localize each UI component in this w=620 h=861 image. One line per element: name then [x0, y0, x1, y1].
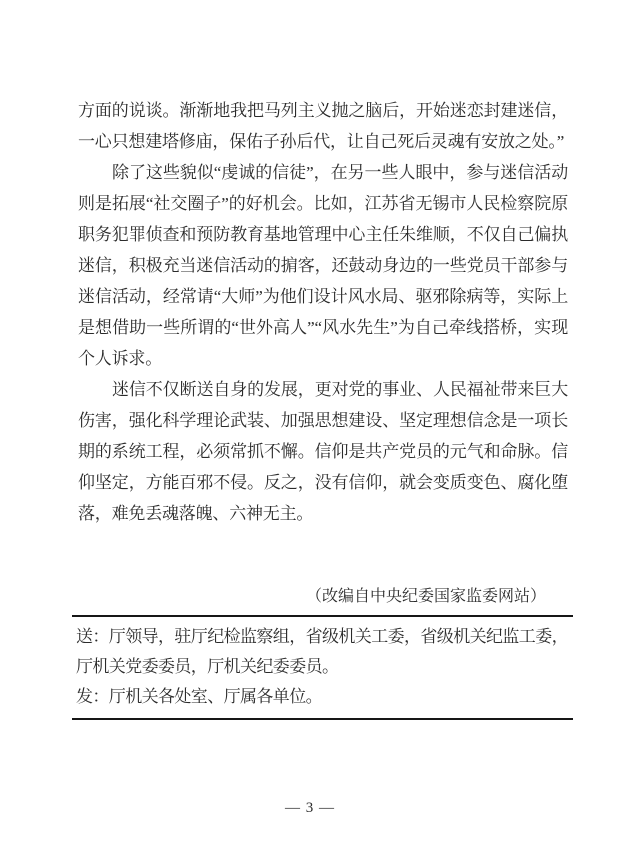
paragraph-continuation: 方面的说谈。渐渐地我把马列主义抛之脑后，开始迷恋封建迷信，一心只想建塔修庙，保佑子孙后代，让自己死后灵魂有安放之处。” — [78, 101, 568, 151]
paragraph-conclusion: 迷信不仅断送自身的发展，更对党的事业、人民福祉带来巨大伤害，强化科学理论武装、加强思想建设、坚定理想信念是一项长期的系统工程，必须常抓不懈。信仰是共产党员的元气和命脉。信仰坚定，方能百邪不侵。反之，没有信仰，就会变质变色、腐化堕落，难免丢魂落魄、六神无主。 — [78, 380, 568, 523]
body-text — [78, 95, 568, 529]
distribution-issue-line: 发：厅机关各处室、厅属各单位。 — [76, 687, 322, 706]
distribution-block — [72, 615, 573, 720]
distribution-send-line: 送：厅领导，驻厅纪检监察组，省级机关工委，省级机关纪监工委，厅机关党委委员，厅机关纪委委员。 — [76, 627, 568, 676]
paragraph-social-circle: 除了这些貌似“虔诚的信徒”，在另一些人眼中，参与迷信活动则是拓展“社交圈子”的好机会。比如，江苏省无锡市人民检察院原职务犯罪侦查和预防教育基地管理中心主任朱维顺，不仅自己偏执迷信，积极充当迷信活动的掮客，还鼓动身边的一些党员干部参与迷信活动，经常请“大师”为他们设计风水局、驱邪除病等，实际上是想借助一些所谓的“世外高人”“风水先生”为自己牵线搭桥，实现个人诉求。 — [78, 163, 568, 368]
page-number: — 3 — — [285, 800, 335, 816]
source-attribution: （改编自中央纪委国家监委网站） — [305, 588, 546, 605]
